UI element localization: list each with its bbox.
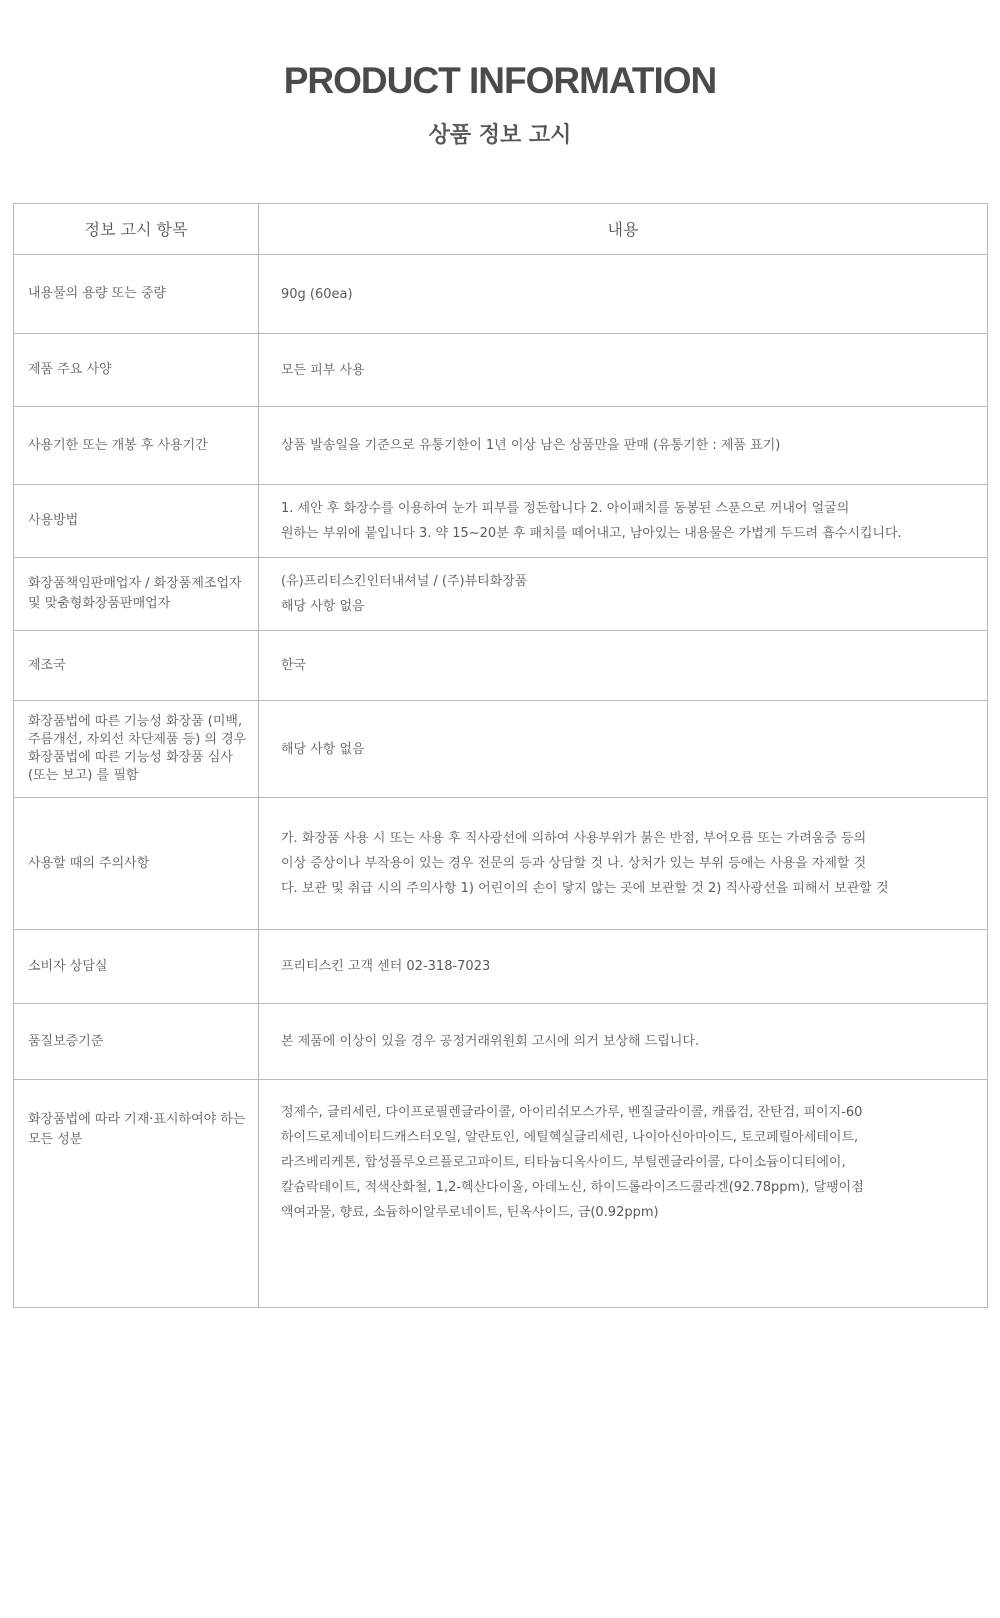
table-row: [14, 1080, 988, 1308]
page-title: PRODUCT INFORMATION: [283, 60, 717, 101]
row-label: 품질보증기준: [14, 1004, 259, 1080]
row-value: 가. 화장품 사용 시 또는 사용 후 직사광선에 의하여 사용부위가 붉은 반점, 부어오름 또는 가려움증 등의 이상 증상이나 부작용이 있는 경우 전문의 등과 상담할 것 나. 상처가 있는 부위 등에는 사용을 자제할 것 다. 보관 및 취급 시의 주의사항 1) 어린이의 손이 닿지 않는 곳에 보관할 것 2) 직사광선을 피해서 보관할 것: [259, 798, 988, 930]
row-value: 한국: [259, 631, 988, 701]
row-label: 제품 주요 사양: [14, 334, 259, 407]
table-row: [14, 930, 988, 1004]
table-row: [14, 407, 988, 485]
table-row: [14, 558, 988, 631]
row-value: 프리티스킨 고객 센터 02-318-7023: [259, 930, 988, 1004]
row-label: 화장품법에 따른 기능성 화장품 (미백, 주름개선, 자외선 차단제품 등) 의 경우 화장품법에 따른 기능성 화장품 심사 (또는 보고) 를 필함: [14, 701, 259, 798]
table-row: [14, 334, 988, 407]
table-header-row: [14, 204, 988, 255]
row-value: 상품 발송일을 기준으로 유통기한이 1년 이상 남은 상품만을 판매 (유통기한 : 제품 표기): [259, 407, 988, 485]
row-label: 사용할 때의 주의사항: [14, 798, 259, 930]
product-info-table: [13, 203, 988, 1308]
table-row: [14, 701, 988, 798]
row-label: 소비자 상담실: [14, 930, 259, 1004]
page-subtitle: 상품 정보 고시: [428, 123, 572, 148]
row-value: (유)프리티스킨인터내셔널 / (주)뷰티화장품 해당 사항 없음: [259, 558, 988, 631]
row-label: 화장품법에 따라 기재·표시하여야 하는 모든 성분: [14, 1080, 259, 1308]
row-value: 본 제품에 이상이 있을 경우 공정거래위원회 고시에 의거 보상해 드립니다.: [259, 1004, 988, 1080]
table-row: [14, 255, 988, 334]
row-label: 화장품책임판매업자 / 화장품제조업자 및 맞춤형화장품판매업자: [14, 558, 259, 631]
table-row: [14, 485, 988, 558]
row-value: 해당 사항 없음: [259, 701, 988, 798]
row-label: 사용기한 또는 개봉 후 사용기간: [14, 407, 259, 485]
row-label: 내용물의 용량 또는 중량: [14, 255, 259, 334]
table-row: [14, 798, 988, 930]
row-label: 제조국: [14, 631, 259, 701]
row-value: 1. 세안 후 화장수를 이용하여 눈가 피부를 정돈합니다 2. 아이패치를 동봉된 스푼으로 꺼내어 얼굴의 원하는 부위에 붙입니다 3. 약 15~20분 후 패치를 떼어내고, 남아있는 내용물은 가볍게 두드려 흡수시킵니다.: [259, 485, 988, 558]
row-value: 정제수, 글리세린, 다이프로필렌글라이콜, 아이리쉬모스가루, 벤질글라이콜, 캐롭검, 잔탄검, 피이지-60 하이드로제네이티드캐스터오일, 알란토인, 에틸헥실글리세린, 나이아신아마이드, 토코페릴아세테이트, 라즈베리케톤, 합성플루오르플로고파이트, 티타늄디옥사이드, 부틸렌글라이콜, 다이소듐이디티에이, 칼슘락테이트, 적색산화철, 1,2-헥산다이올, 아데노신, 하이드롤라이즈드콜라겐(92.78ppm), 달팽이점 액여과물, 향료, 소듐하이알루로네이트, 틴옥사이드, 금(0.92ppm): [259, 1080, 988, 1308]
row-value: 모든 피부 사용: [259, 334, 988, 407]
column-header-item: 정보 고시 항목: [14, 204, 259, 255]
row-label: 사용방법: [14, 485, 259, 558]
row-value: 90g (60ea): [259, 255, 988, 334]
table-row: [14, 1004, 988, 1080]
table-row: [14, 631, 988, 701]
column-header-content: 내용: [259, 204, 988, 255]
